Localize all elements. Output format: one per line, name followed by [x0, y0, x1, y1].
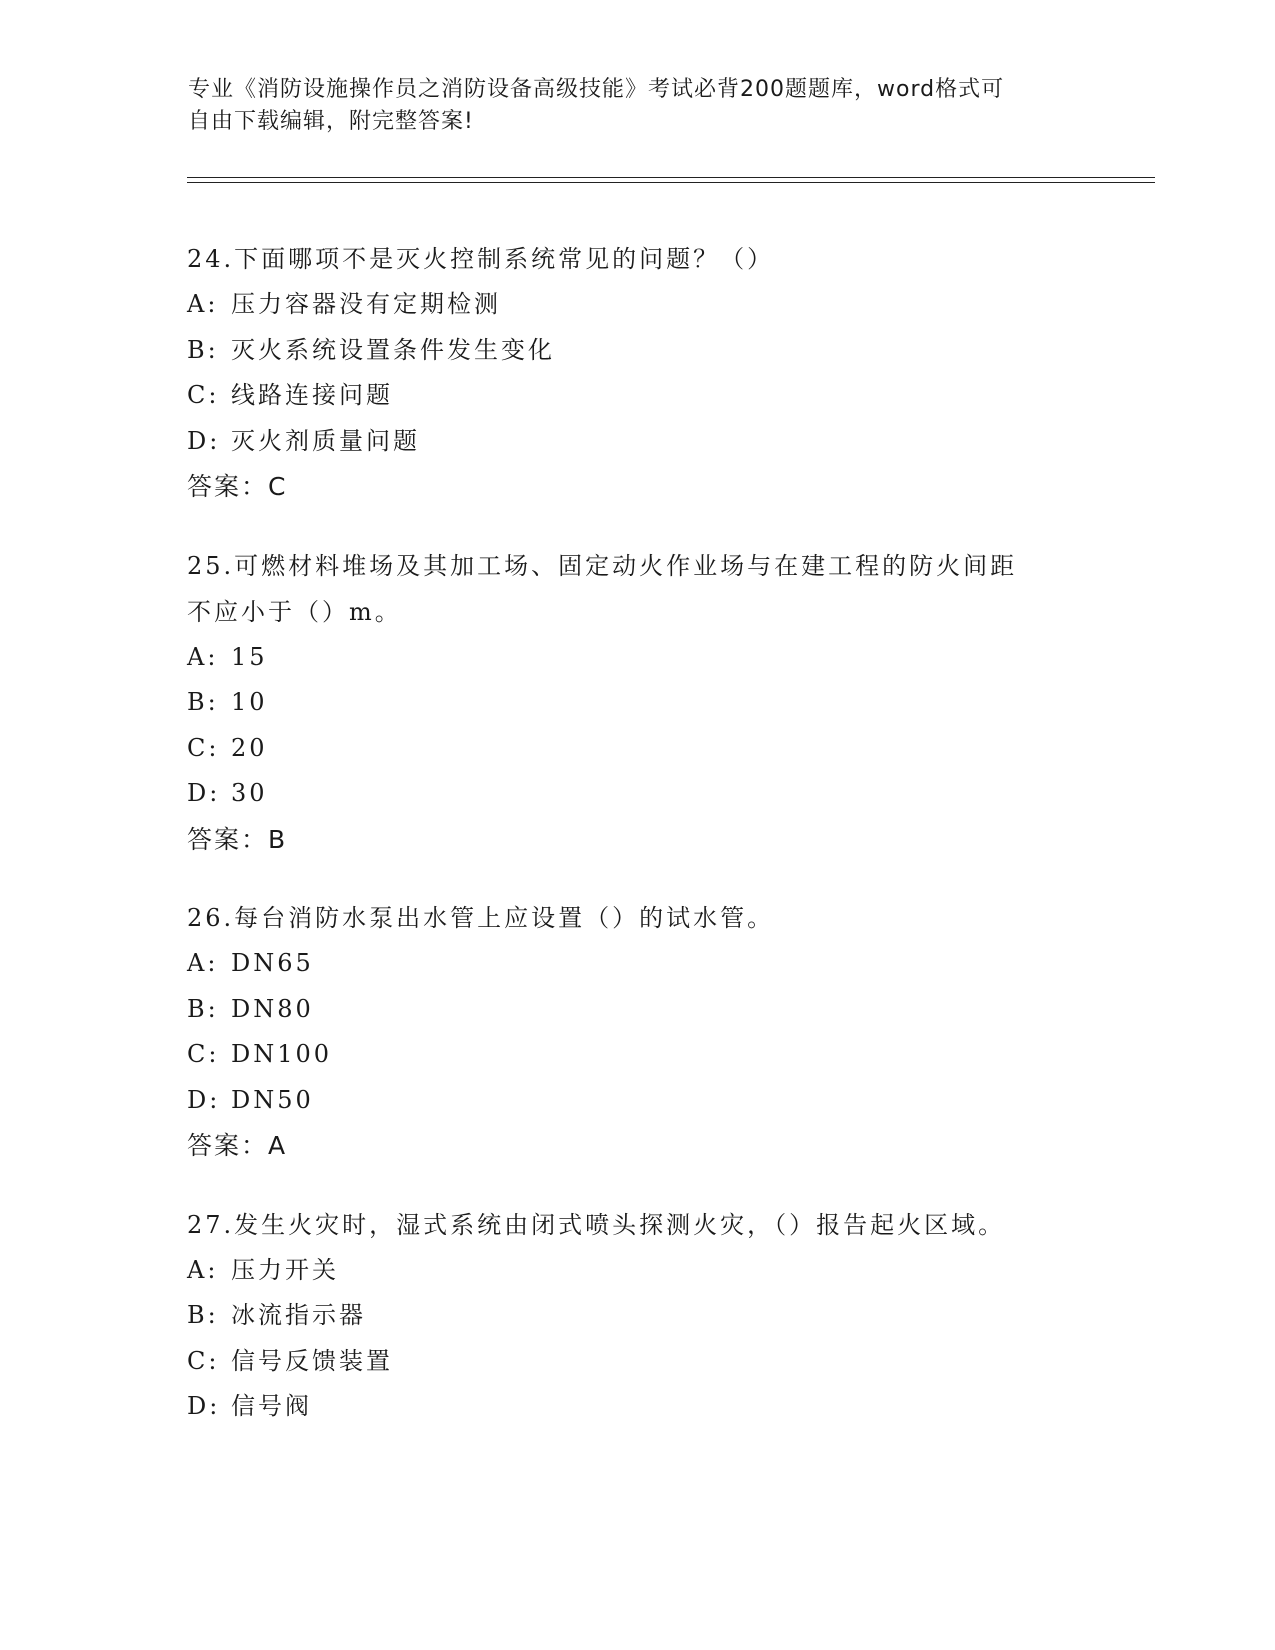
- option-letter: B:: [187, 688, 219, 716]
- option-letter: C:: [187, 733, 220, 762]
- question-stem: 27.发生火灾时，湿式系统由闭式喷头探测火灾，（）报告起火区域。: [187, 1210, 1006, 1239]
- option-text: 冰流指示器: [231, 1301, 366, 1329]
- option-text: 信号反馈装置: [231, 1346, 393, 1375]
- option-d: [187, 771, 1087, 817]
- option-a: [187, 1248, 1087, 1294]
- answer-line: 答案：B: [187, 824, 288, 854]
- option-text: 10: [231, 688, 268, 716]
- option-d: [187, 1384, 1087, 1430]
- question-24: [187, 236, 1087, 510]
- header-divider-top: [187, 177, 1155, 178]
- option-letter: B:: [187, 1301, 219, 1329]
- option-text: DN65: [231, 949, 314, 977]
- option-text: 灭火剂质量问题: [231, 426, 420, 455]
- option-letter: D:: [187, 1085, 221, 1114]
- option-b: [187, 1293, 1087, 1339]
- header-divider-bottom: [187, 182, 1155, 183]
- option-text: 15: [231, 642, 268, 671]
- option-text: DN80: [231, 994, 314, 1023]
- document-header: [188, 74, 1088, 138]
- option-c: [187, 1032, 1087, 1078]
- question-stem: 26.每台消防水泵出水管上应设置（）的试水管。: [187, 904, 775, 932]
- answer-line: 答案：C: [187, 472, 288, 501]
- option-letter: A:: [187, 290, 219, 318]
- question-list: [187, 236, 1087, 1463]
- option-letter: C:: [187, 1040, 220, 1068]
- option-text: 20: [231, 733, 268, 762]
- option-letter: C:: [187, 381, 220, 409]
- option-text: 30: [231, 779, 268, 807]
- option-c: [187, 726, 1087, 772]
- header-line-1: 专业《消防设施操作员之消防设备高级技能》考试必背200题题库，word格式可: [188, 77, 1005, 102]
- option-b: [187, 680, 1087, 726]
- option-letter: A:: [187, 949, 219, 977]
- option-text: 线路连接问题: [231, 381, 393, 409]
- option-d: [187, 419, 1087, 465]
- option-c: [187, 373, 1087, 419]
- option-d: [187, 1078, 1087, 1124]
- option-text: DN100: [231, 1040, 333, 1068]
- question-stem-line-2: 不应小于（）m。: [187, 597, 402, 626]
- option-a: [187, 282, 1087, 328]
- question-stem-line-1: 25.可燃材料堆场及其加工场、固定动火作业场与在建工程的防火间距: [187, 551, 1018, 580]
- option-a: [187, 941, 1087, 987]
- option-letter: B:: [187, 994, 219, 1023]
- option-b: [187, 987, 1087, 1033]
- question-27: [187, 1202, 1087, 1430]
- option-letter: A:: [187, 1255, 219, 1284]
- option-letter: C:: [187, 1346, 220, 1375]
- question-26: [187, 895, 1087, 1169]
- option-text: 灭火系统设置条件发生变化: [231, 335, 555, 364]
- option-text: DN50: [231, 1085, 314, 1114]
- option-text: 压力开关: [231, 1255, 339, 1284]
- option-a: [187, 635, 1087, 681]
- answer-line: 答案：A: [187, 1131, 288, 1160]
- option-text: 压力容器没有定期检测: [231, 290, 501, 318]
- option-letter: D:: [187, 779, 221, 807]
- option-c: [187, 1339, 1087, 1385]
- question-stem: 24.下面哪项不是灭火控制系统常见的问题？（）: [187, 245, 775, 273]
- option-text: 信号阀: [231, 1392, 312, 1420]
- option-letter: D:: [187, 426, 221, 455]
- option-letter: A:: [187, 642, 219, 671]
- header-line-2: 自由下载编辑，附完整答案!: [188, 109, 474, 134]
- option-letter: B:: [187, 335, 219, 364]
- question-25: [187, 543, 1087, 863]
- option-b: [187, 328, 1087, 374]
- option-letter: D:: [187, 1392, 221, 1420]
